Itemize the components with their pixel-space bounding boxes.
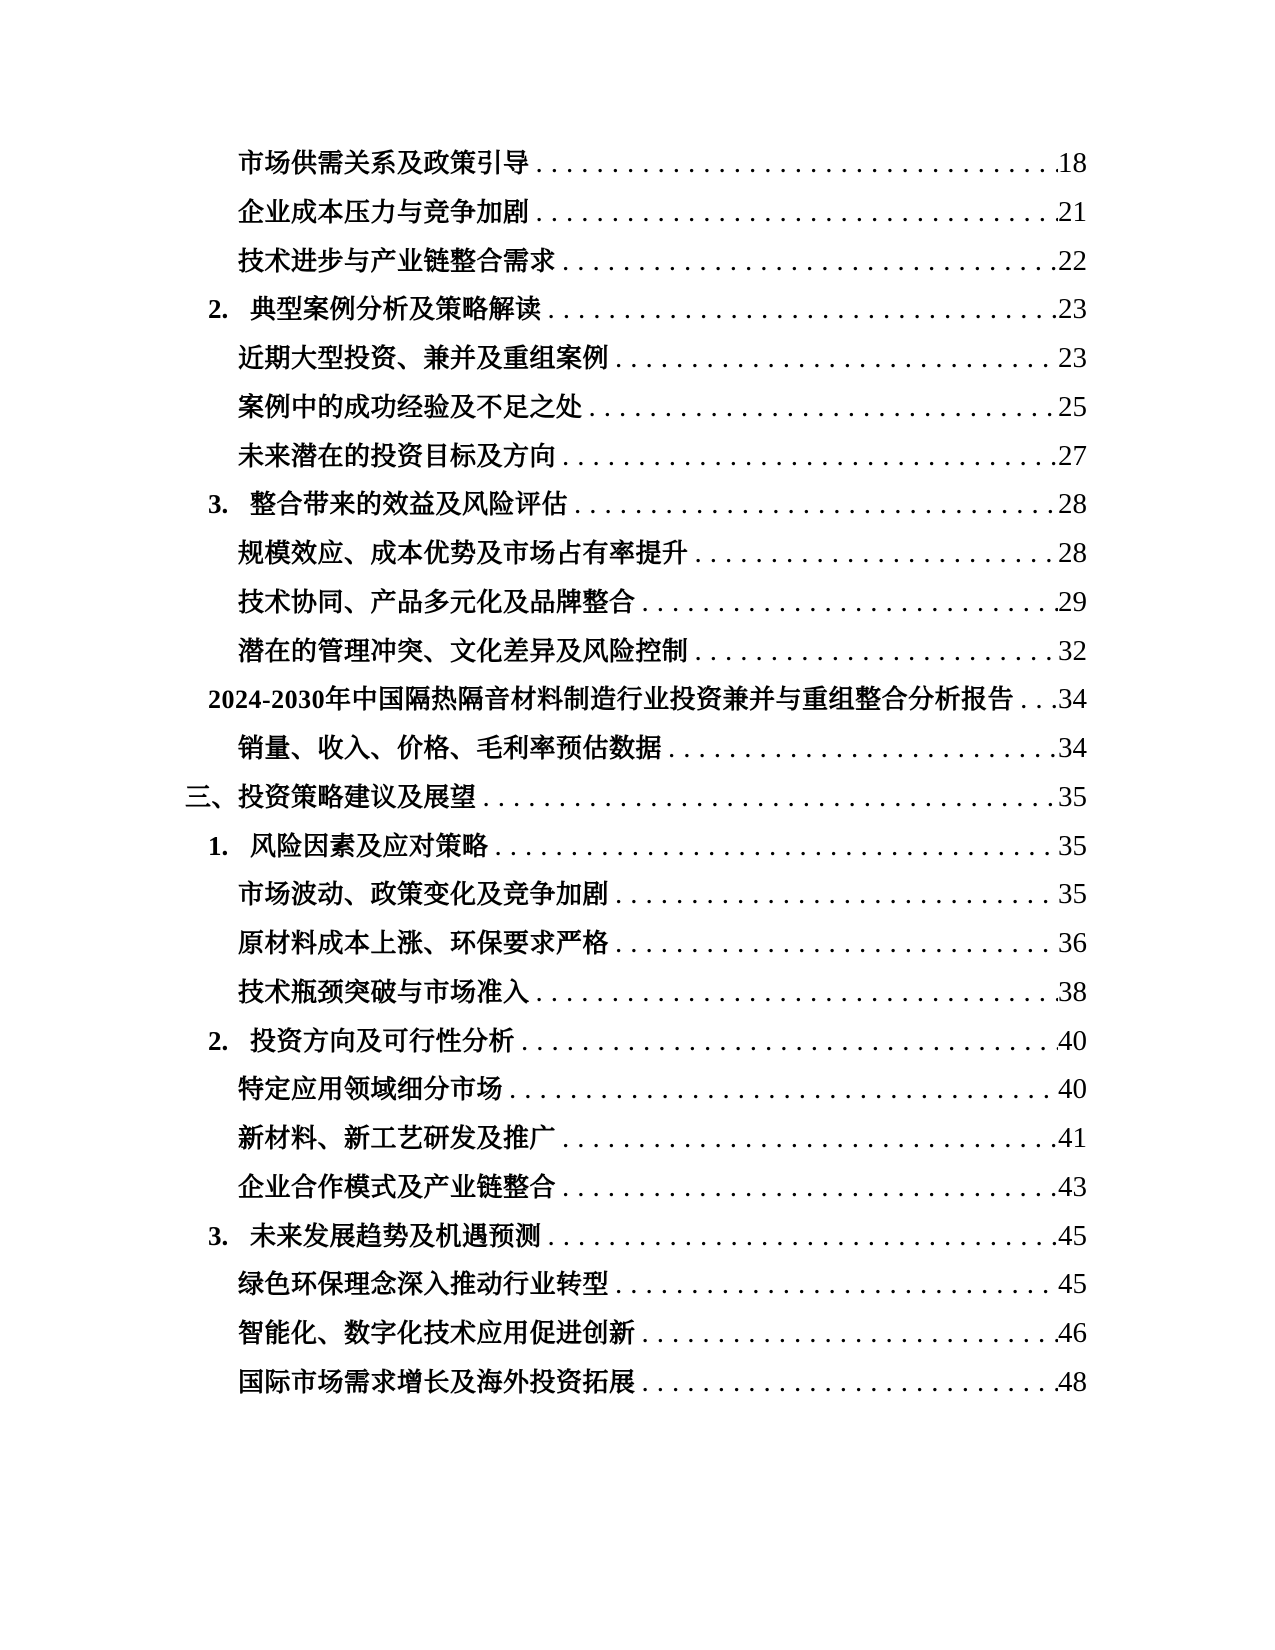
toc-page-number: 35 (1058, 829, 1087, 862)
toc-leader-dots (542, 1212, 1058, 1261)
toc-page-number: 46 (1058, 1317, 1087, 1349)
toc-leader-dots (503, 1065, 1058, 1114)
toc-entry[interactable] (185, 675, 1087, 724)
toc-entry-number: 3. (208, 1220, 229, 1251)
toc-entry[interactable] (185, 968, 1087, 1017)
toc-page-number: 36 (1058, 927, 1087, 959)
toc-page-number: 35 (1058, 780, 1087, 813)
toc-entry[interactable] (185, 1065, 1087, 1114)
toc-entry[interactable] (185, 529, 1087, 578)
toc-page-number: 40 (1058, 1073, 1087, 1106)
toc-entry-number: 1. (208, 830, 229, 861)
toc-leader-dots (556, 1163, 1058, 1212)
toc-entry[interactable] (185, 1212, 1087, 1261)
toc-entry-number: 2. (208, 1025, 229, 1056)
toc-page-number: 18 (1058, 147, 1087, 179)
toc-entry-label: 国际市场需求增长及海外投资拓展 (238, 1367, 636, 1397)
toc-page-number: 32 (1058, 634, 1087, 667)
toc-page-number: 25 (1058, 390, 1087, 423)
toc-entry-label: 技术进步与产业链整合需求 (238, 246, 557, 276)
toc-entry-label: 销量、收入、价格、毛利率预估数据 (238, 734, 663, 763)
toc-entry-label: 技术协同、产品多元化及品牌整合 (238, 587, 636, 617)
toc-entry-label: 市场供需关系及政策引导 (238, 149, 530, 178)
toc-entry[interactable] (185, 432, 1087, 481)
toc-entry[interactable] (185, 188, 1087, 237)
toc-entry-label: 典型案例分析及策略解读 (250, 295, 542, 325)
toc-leader-dots (556, 237, 1058, 286)
toc-page-number: 34 (1058, 732, 1087, 764)
toc-entry-label: 三、投资策略建议及展望 (185, 782, 477, 812)
toc-entry-label: 风险因素及应对策略 (250, 831, 489, 861)
toc-entry[interactable] (185, 237, 1087, 286)
toc-entry[interactable] (185, 919, 1087, 968)
toc-page-number: 34 (1058, 683, 1087, 716)
toc-entry-label: 新材料、新工艺研发及推广 (238, 1124, 557, 1153)
toc-leader-dots (556, 432, 1058, 481)
toc-entry-label: 原材料成本上涨、环保要求严格 (238, 929, 610, 958)
toc-leader-dots (542, 285, 1058, 334)
toc-page-number: 35 (1058, 878, 1087, 911)
toc-leader-dots (477, 773, 1058, 822)
toc-entry-label: 未来潜在的投资目标及方向 (238, 441, 557, 471)
toc-leader-dots (636, 1358, 1058, 1407)
toc-leader-dots (530, 968, 1058, 1017)
toc-entry[interactable] (185, 480, 1087, 529)
toc-page-number: 28 (1058, 537, 1087, 569)
toc-leader-dots (556, 1114, 1058, 1163)
toc-page-number: 29 (1058, 585, 1087, 618)
toc-entry-label: 未来发展趋势及机遇预测 (250, 1221, 542, 1251)
toc-leader-dots (636, 1309, 1058, 1358)
toc-entry-label: 近期大型投资、兼并及重组案例 (238, 344, 610, 373)
toc-entry-label: 企业合作模式及产业链整合 (238, 1172, 557, 1202)
toc-leader-dots (530, 188, 1058, 237)
toc-leader-dots (583, 383, 1058, 432)
toc-entry-label: 智能化、数字化技术应用促进创新 (238, 1319, 636, 1348)
toc-entry-label: 规模效应、成本优势及市场占有率提升 (238, 539, 689, 568)
toc-page-number: 21 (1058, 195, 1087, 228)
toc-entry-label: 技术瓶颈突破与市场准入 (238, 977, 530, 1007)
toc-entry[interactable] (185, 334, 1087, 383)
toc-page-number: 22 (1058, 244, 1087, 277)
toc-entry-label: 投资方向及可行性分析 (250, 1026, 516, 1056)
toc-entry[interactable] (185, 724, 1087, 773)
toc-leader-dots (689, 529, 1058, 578)
toc-entry[interactable] (185, 139, 1087, 188)
table-of-contents (185, 139, 1087, 1407)
toc-page-number: 45 (1058, 1268, 1087, 1301)
toc-entry-number: 2. (208, 294, 229, 325)
toc-entry[interactable] (185, 1358, 1087, 1407)
toc-entry[interactable] (185, 1114, 1087, 1163)
toc-entry-label: 绿色环保理念深入推动行业转型 (238, 1270, 610, 1300)
toc-leader-dots (489, 822, 1058, 871)
toc-page-number: 45 (1058, 1219, 1087, 1252)
toc-page-number: 27 (1058, 439, 1087, 472)
toc-entry-label: 市场波动、政策变化及竞争加剧 (238, 880, 610, 910)
toc-page-number: 23 (1058, 342, 1087, 374)
toc-entry-label: 2024-2030年中国隔热隔音材料制造行业投资兼并与重组整合分析报告 (208, 685, 1015, 715)
toc-entry-label: 整合带来的效益及风险评估 (250, 490, 569, 520)
toc-entry[interactable] (185, 627, 1087, 676)
toc-leader-dots (636, 578, 1058, 627)
toc-entry[interactable] (185, 822, 1087, 871)
toc-page-number: 48 (1058, 1365, 1087, 1398)
toc-entry[interactable] (185, 870, 1087, 919)
toc-entry[interactable] (185, 285, 1087, 334)
toc-leader-dots (609, 334, 1058, 383)
toc-leader-dots (568, 480, 1058, 529)
toc-entry[interactable] (185, 1163, 1087, 1212)
toc-leader-dots (530, 139, 1058, 188)
toc-entry-label: 企业成本压力与竞争加剧 (238, 197, 530, 227)
toc-page-number: 41 (1058, 1122, 1087, 1154)
toc-page-number: 40 (1058, 1024, 1087, 1057)
toc-entry[interactable] (185, 1260, 1087, 1309)
toc-page-number: 38 (1058, 975, 1087, 1008)
toc-entry[interactable] (185, 1017, 1087, 1066)
toc-page-number: 28 (1058, 488, 1087, 521)
toc-leader-dots (609, 870, 1058, 919)
toc-entry-number: 3. (208, 489, 229, 520)
toc-leader-dots (515, 1017, 1058, 1066)
toc-entry[interactable] (185, 578, 1087, 627)
toc-leader-dots (662, 724, 1058, 773)
toc-entry-label: 潜在的管理冲突、文化差异及风险控制 (238, 636, 689, 666)
toc-entry-label: 案例中的成功经验及不足之处 (238, 392, 583, 422)
toc-leader-dots (609, 919, 1058, 968)
toc-entry[interactable] (185, 383, 1087, 432)
toc-leader-dots (609, 1260, 1058, 1309)
toc-entry[interactable] (185, 1309, 1087, 1358)
toc-page-number: 43 (1058, 1170, 1087, 1203)
toc-entry-label: 特定应用领域细分市场 (238, 1075, 504, 1105)
toc-entry[interactable] (185, 773, 1087, 822)
toc-leader-dots (1014, 675, 1058, 724)
toc-leader-dots (689, 627, 1058, 676)
toc-page-number: 23 (1058, 293, 1087, 326)
